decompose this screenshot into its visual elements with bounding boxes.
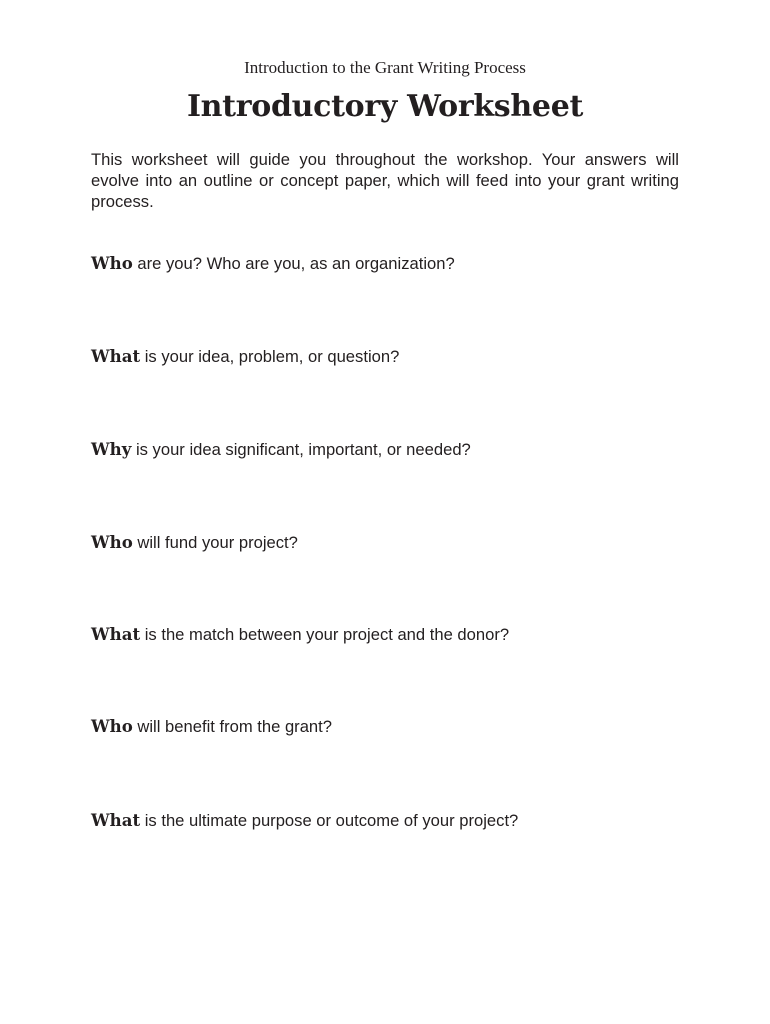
question-keyword: Why [91,439,132,459]
question-who-are-you [91,253,691,274]
question-what-match [91,624,691,645]
question-who-will-fund [91,532,691,553]
question-who-benefits [91,716,691,737]
question-text: will benefit from the grant? [132,717,333,736]
question-keyword: What [91,346,141,366]
question-text: is your idea significant, important, or needed? [131,440,471,459]
intro-paragraph: This worksheet will guide you throughout the workshop. Your answers will evolve into an outline or concept paper, which will feed into your grant writing process. [91,150,679,211]
question-text: is your idea, problem, or question? [140,347,400,366]
question-text: are you? Who are you, as an organization? [132,254,455,273]
page-title: Introductory Worksheet [186,89,584,124]
question-keyword: Who [91,253,133,273]
question-keyword: Who [91,716,133,736]
question-keyword: What [91,624,141,644]
question-what-idea [91,346,691,367]
question-text: is the match between your project and the donor? [140,625,510,644]
question-why-significant [91,439,691,460]
question-what-purpose [91,810,691,831]
question-text: is the ultimate purpose or outcome of your project? [140,811,519,830]
running-header: Introduction to the Grant Writing Process [244,58,526,77]
question-keyword: Who [91,532,133,552]
question-keyword: What [91,810,141,830]
question-text: will fund your project? [132,533,298,552]
